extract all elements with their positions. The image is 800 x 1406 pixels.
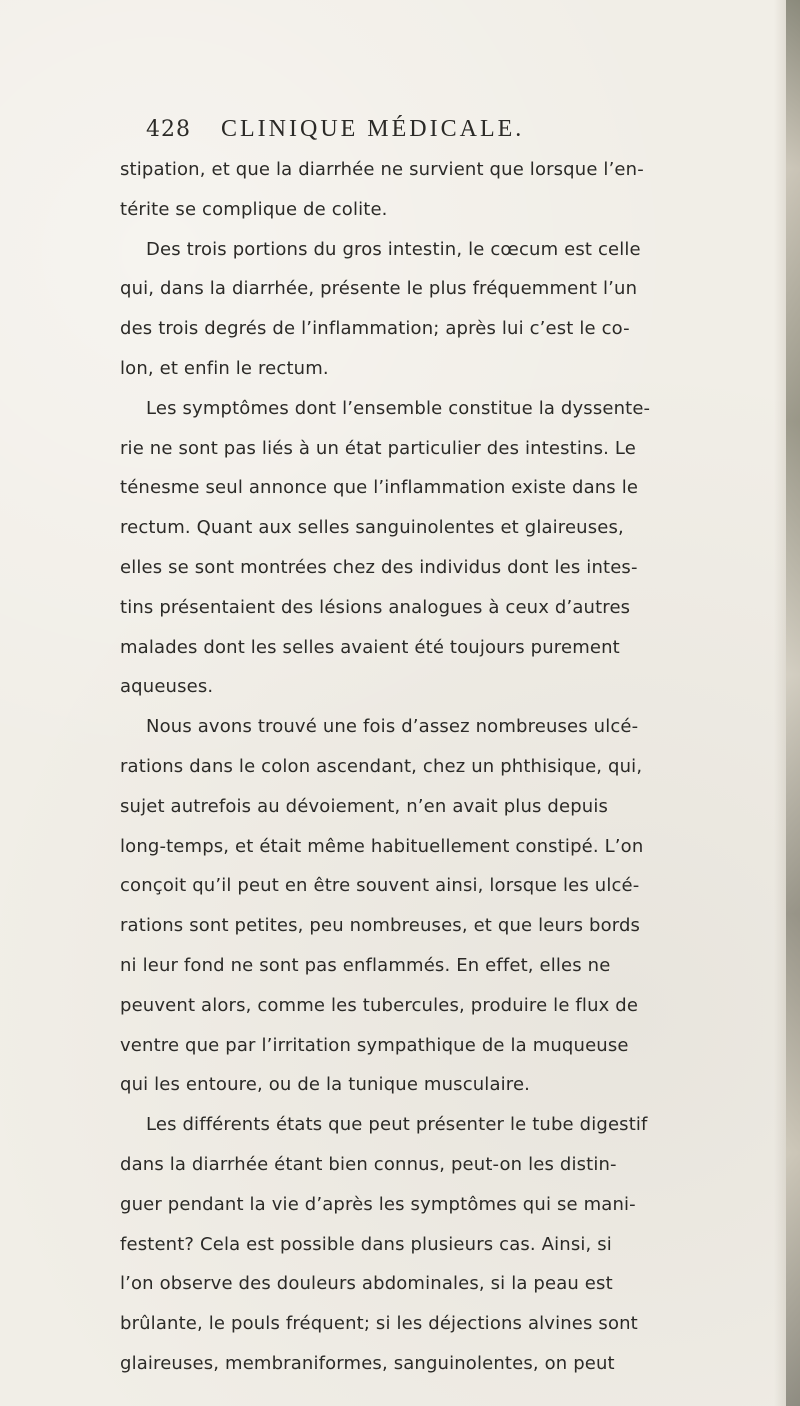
text-line: peuvent alors, comme les tubercules, produire le flux de xyxy=(120,994,639,1016)
text-line: sujet autrefois au dévoiement, n’en avait plus depuis xyxy=(120,795,609,817)
text-line: qui les entoure, ou de la tunique musculaire. xyxy=(120,1074,531,1096)
paragraph-start-line: Les différents états que peut présenter le tube digestif xyxy=(146,1114,648,1136)
text-line: rectum. Quant aux selles sanguinolentes et glaireuses, xyxy=(120,517,624,539)
text-line: térite se complique de colite. xyxy=(120,198,388,220)
text-line: rie ne sont pas liés à un état particulier des intestins. Le xyxy=(120,437,636,459)
paragraph-start-line: Nous avons trouvé une fois d’assez nombreuses ulcé- xyxy=(146,716,639,738)
paragraph-start-line: Les symptômes dont l’ensemble constitue la dyssente- xyxy=(146,397,651,419)
text-line: l’on observe des douleurs abdominales, si la peau est xyxy=(120,1273,613,1295)
body-text xyxy=(120,150,740,1384)
text-line: rations dans le colon ascendant, chez un phthisique, qui, xyxy=(120,755,643,777)
text-line: malades dont les selles avaient été toujours purement xyxy=(120,636,620,658)
text-line: dans la diarrhée étant bien connus, peut-on les distin- xyxy=(120,1153,617,1175)
text-line: stipation, et que la diarrhée ne survient que lorsque l’en- xyxy=(120,159,644,180)
text-line: brûlante, le pouls fréquent; si les déjections alvines sont xyxy=(120,1313,638,1335)
text-line: ventre que par l’irritation sympathique de la muqueuse xyxy=(120,1034,629,1056)
text-line: festent? Cela est possible dans plusieurs cas. Ainsi, si xyxy=(120,1233,612,1255)
text-line: rations sont petites, peu nombreuses, et que leurs bords xyxy=(120,915,641,937)
text-line: guer pendant la vie d’après les symptômes qui se mani- xyxy=(120,1193,636,1215)
page-header xyxy=(146,116,666,146)
paragraph-start-line: Des trois portions du gros intestin, le cœcum est celle xyxy=(146,238,641,260)
text-line: elles se sont montrées chez des individus dont les intes- xyxy=(120,556,638,578)
text-line: des trois degrés de l’inflammation; après lui c’est le co- xyxy=(120,318,630,340)
text-line: ni leur fond ne sont pas enflammés. En effet, elles ne xyxy=(120,954,611,976)
text-line: glaireuses, membraniformes, sanguinolentes, on peut xyxy=(120,1352,615,1374)
text-line: long-temps, et était même habituellement constipé. L’on xyxy=(120,835,644,857)
running-title: CLINIQUE MÉDICALE. xyxy=(221,116,525,142)
book-gutter xyxy=(786,0,800,1406)
text-line: tins présentaient des lésions analogues à ceux d’autres xyxy=(120,596,631,618)
text-line: qui, dans la diarrhée, présente le plus fréquemment l’un xyxy=(120,278,638,300)
text-line: ténesme seul annonce que l’inflammation existe dans le xyxy=(120,477,639,499)
text-line: conçoit qu’il peut en être souvent ainsi, lorsque les ulcé- xyxy=(120,875,640,897)
text-line: lon, et enfin le rectum. xyxy=(120,357,329,379)
page-number: 428 xyxy=(146,117,191,142)
text-line: aqueuses. xyxy=(120,676,214,698)
